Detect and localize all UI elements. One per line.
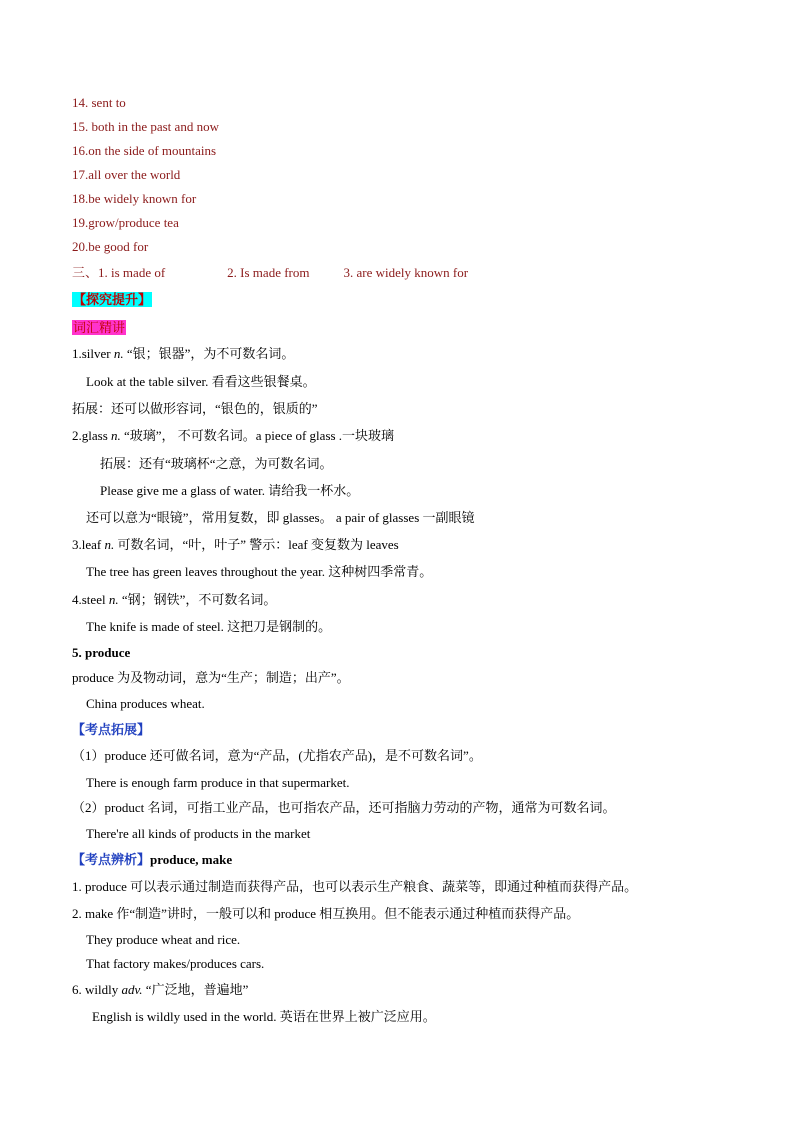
glass-extension: 拓展：还有“玻璃杯“之意，为可数名词。 [100, 456, 333, 471]
section3-a2: 2. Is made from [227, 265, 310, 280]
leaf-example: The tree has green leaves throughout the year. 这种树四季常青。 [86, 564, 433, 579]
leaf-word: 3.leaf [72, 537, 105, 552]
produce-ext-1-example: There is enough farm produce in that supermarket. [86, 775, 350, 790]
produce-def: produce 为及物动词，意为“生产；制造；出产”。 [72, 670, 350, 685]
answer-17: 17.all over the world [72, 167, 181, 182]
glass-pos: n. [111, 428, 121, 443]
ext-tag-line [72, 722, 150, 738]
glass-word: 2.glass [72, 428, 111, 443]
glass-example: Please give me a glass of water. 请给我一杯水。 [100, 483, 360, 498]
analysis-tag: 【考点辨析】 [72, 852, 151, 867]
produce-ext-2-example: There're all kinds of products in the market [86, 826, 311, 841]
produce-ext-2: （2）product 名词，可指工业产品，也可指农产品，还可指脑力劳动的产物，通常为可数名词。 [72, 800, 616, 815]
section3-answers [72, 265, 468, 281]
wildly-word: 6. wildly [72, 982, 122, 997]
analysis-2-example-2: That factory makes/produces cars. [86, 956, 265, 971]
glass-heading [72, 428, 394, 444]
analysis-line [72, 852, 232, 868]
leaf-heading [72, 537, 399, 553]
wildly-pos: adv. [121, 982, 143, 997]
answer-20: 20.be good for [72, 239, 149, 254]
steel-word: 4.steel [72, 592, 109, 607]
leaf-pos: n. [104, 537, 115, 552]
answer-18: 18.be widely known for [72, 191, 197, 206]
produce-ext-1: （1）produce 还可做名词，意为“产品，(尤指农产品)，是不可数名词”。 [72, 748, 482, 763]
produce-example: China produces wheat. [86, 696, 205, 711]
silver-pos: n. [113, 346, 124, 361]
glass-extension-2: 还可以意为“眼镜”，常用复数，即 glasses。 a pair of glasses 一副眼镜 [86, 510, 475, 525]
steel-pos: n. [108, 592, 119, 607]
analysis-2: 2. make 作“制造”讲时，一般可以和 produce 相互换用。但不能表示通过种植而获得产品。 [72, 906, 580, 921]
wildly-def: “广泛地，普遍地” [142, 982, 249, 997]
answer-19: 19.grow/produce tea [72, 215, 179, 230]
vocab-tag: 词汇精讲 [73, 320, 126, 335]
analysis-1: 1. produce 可以表示通过制造而获得产品，也可以表示生产粮食、蔬菜等，即通过种植而获得产品。 [72, 879, 638, 894]
glass-def: “玻璃”， 不可数名词。a piece of glass .一块玻璃 [120, 428, 395, 443]
explore-tag: 【探究提升】 [73, 292, 152, 307]
steel-def: “钢；钢铁”，不可数名词。 [118, 592, 277, 607]
section3-a1: 1. is made of [98, 265, 166, 280]
silver-extension: 拓展：还可以做形容词，“银色的，银质的” [72, 401, 318, 416]
answer-16: 16.on the side of mountains [72, 143, 217, 158]
vocab-tag-line [72, 320, 126, 336]
wildly-example: English is wildly used in the world. 英语在世界上被广泛应用。 [92, 1009, 436, 1024]
analysis-2-example-1: They produce wheat and rice. [86, 932, 241, 947]
explore-tag-line [72, 292, 152, 308]
leaf-def: 可数名词，“叶，叶子” 警示：leaf 变复数为 leaves [114, 537, 399, 552]
section3-prefix: 三、 [72, 265, 99, 280]
silver-word: 1.silver [72, 346, 114, 361]
section3-a3: 3. are widely known for [343, 265, 469, 280]
wildly-heading [72, 982, 248, 998]
steel-example: The knife is made of steel. 这把刀是钢制的。 [86, 619, 332, 634]
analysis-words: produce, make [150, 852, 233, 867]
ext-tag: 【考点拓展】 [72, 722, 151, 737]
silver-def: “银；银器”，为不可数名词。 [123, 346, 295, 361]
produce-heading: 5. produce [72, 645, 131, 660]
silver-heading [72, 346, 294, 362]
answer-15: 15. both in the past and now [72, 119, 219, 134]
steel-heading [72, 592, 276, 608]
answer-14: 14. sent to [72, 95, 126, 110]
silver-example: Look at the table silver. 看看这些银餐桌。 [86, 374, 316, 389]
